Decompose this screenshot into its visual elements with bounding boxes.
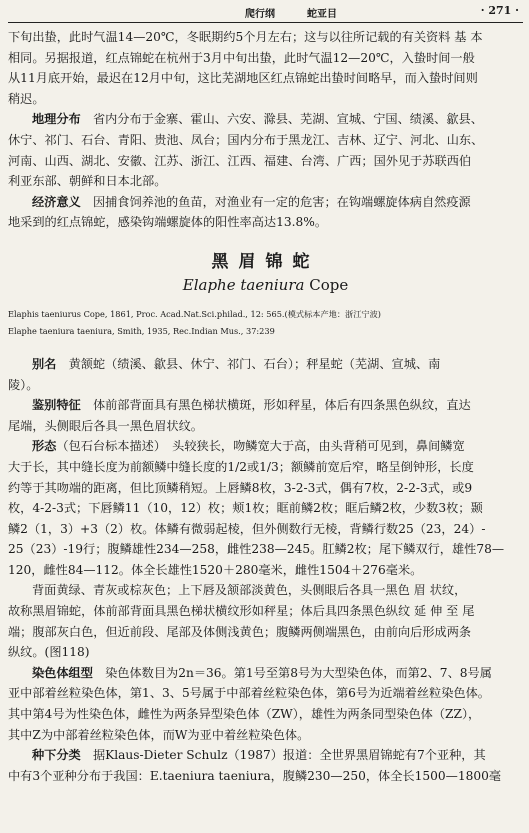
alias-text: 黄颔蛇（绩溪、歙县、休宁、祁门、石台）；秤星蛇（芜湖、宣城、南: [68, 356, 441, 371]
coloration-line: 背面黄绿、青灰或棕灰色；上下唇及颔部淡黄色，头侧眼后各具一黑色 眉 状纹，: [32, 583, 467, 598]
distribution-line: [8, 109, 523, 130]
morphology-line: 25（23）-19行；腹鳞雄性234—258，雌性238—245。肛鳞2枚；尾下鳞双行，雄性78—: [8, 542, 505, 557]
subspecies-line: 中有3个亚种分布于我国：E.taeniura taeniura，腹鳞230—250，体全长1500—1800毫: [8, 768, 502, 783]
distribution-line: 休宁、祁门、石台、青阳、贵池、凤台；国内分布于黑龙江、吉林、辽宁、河北、山东、: [8, 132, 484, 147]
karyotype-line: 其中第4号为性染色体，雌性为两条异型染色体（ZW），雄性为两条同型染色体（ZZ），: [8, 707, 481, 722]
morphology-label: 形态: [32, 439, 57, 454]
header-class-name: 爬行纲: [245, 9, 275, 20]
karyotype-line: 其中Z为中部着丝粒染色体，而W为亚中着丝粒染色体。: [8, 727, 310, 742]
distribution-text: 省内分布于金寨、霍山、六安、滁县、芜湖、宣城、宁国、绩溪、歙县、: [92, 112, 483, 127]
header-order-name: 蛇亚目: [307, 9, 337, 20]
coloration-line: 端；腹部灰白色，但近前段、尾部及体侧浅黄色；腹鳞两侧端黑色，由前向后形成两条: [8, 624, 472, 639]
synonym-citation: Elaphis taeniurus Cope, 1861, Proc. Acad.Nat.Sci.philad., 12: 565.(模式标本产地：浙江宁波): [8, 308, 381, 319]
intro-line: 相同。另据报道，红点锦蛇在杭州于3月中旬出蛰，此时气温12—20℃，入蛰时间一般: [8, 50, 475, 65]
diagnosis-line: 尾端，头侧眼后各具一黑色眉状纹。: [8, 418, 203, 433]
economic-text: 因捕食饲养池的鱼苗，对渔业有一定的危害；在钩端螺旋体病自然疫源: [92, 194, 471, 209]
running-header: [0, 4, 529, 20]
page-body: [8, 27, 523, 786]
subspecies-text: 据Klaus-Dieter Schulz（1987）报道：全世界黑眉锦蛇有7个亚种，其: [92, 748, 486, 763]
alias-label: 别名: [32, 356, 57, 371]
species-author: Cope: [309, 275, 349, 294]
morphology-line: 约等于其吻端的距离，但比顶鳞稍短。上唇鳞8枚，3-2-3式，偶有7枚，2-2-3式，或9: [8, 480, 473, 495]
alias-line: [8, 354, 523, 375]
economic-line: 地采到的红点锦蛇，感染钩端螺旋体的阳性率高达13.8%。: [8, 215, 328, 230]
alias-line: 陵）。: [8, 377, 39, 392]
page-number: · 271 ·: [480, 4, 519, 17]
karyotype-line: [8, 663, 523, 684]
subspecies-label: 种下分类: [32, 748, 81, 763]
morphology-line: 枚，4-2-3式；下唇鳞11（10，12）枚；颊1枚；眶前鳞2枚；眶后鳞2枚，少数3枚；颞: [8, 501, 483, 516]
morphology-line: [8, 436, 523, 457]
header-rule: [8, 22, 523, 23]
distribution-line: 利亚东部、朝鲜和日本北部。: [8, 174, 167, 189]
morphology-text: （包石台标本描述） 头较狭长，吻鳞宽大于高，由头背稍可见到，鼻间鳞宽: [56, 439, 465, 454]
diagnosis-text: 体前部背面具有黑色梯状横斑，形如秤星，体后有四条黑色纵纹，直达: [92, 398, 471, 413]
species-latin-name: Elaphe taeniura: [182, 275, 305, 294]
karyotype-label: 染色体组型: [32, 665, 93, 680]
synonym-citation: Elaphe taeniura taeniura, Smith, 1935, Rec.Indian Mus., 37:239: [8, 325, 275, 336]
species-latin-title: [8, 276, 523, 294]
coloration-line: 纵纹。(图118): [8, 645, 90, 660]
distribution-line: 河南、山西、湖北、安徽、江苏、浙江、江西、福建、台湾、广西；国外见于苏联西伯: [8, 153, 472, 168]
subspecies-line: [8, 745, 523, 766]
morphology-line: 鳞2（1，3）+3（2）枚。体鳞有微弱起棱，但外侧数行无棱，背鳞行数25（23，24）-: [8, 521, 486, 536]
economic-label: 经济意义: [32, 194, 81, 209]
diagnosis-label: 鉴别特征: [32, 398, 81, 413]
morphology-line: 120，雌性84—112。体全长雄性1520＋280毫米，雌性1504＋276毫米。: [8, 562, 423, 577]
spacer: [8, 340, 523, 354]
intro-line: 从11月底开始，最迟在12月中旬，这比芜湖地区红点锦蛇出蛰时间略早，而入蛰时间则: [8, 71, 478, 86]
karyotype-text: 染色体数目为2n＝36。第1号至第8号为大型染色体，而第2、7、8号属: [105, 665, 492, 680]
economic-line: [8, 192, 523, 213]
distribution-label: 地理分布: [32, 112, 81, 127]
morphology-line: 大于长，其中缝长度为前额鳞中缝长度的1/2或1/3；额鳞前宽后窄，略呈倒钟形，长度: [8, 459, 474, 474]
intro-line: 稍迟。: [8, 91, 45, 106]
karyotype-line: 亚中部着丝粒染色体，第1、3、5号属于中部着丝粒染色体，第6号为近端着丝粒染色体。: [8, 686, 490, 701]
intro-line: 下旬出蛰，此时气温14—20℃，冬眠期约5个月左右；这与以往所记载的有关资料 基 本: [8, 30, 483, 44]
diagnosis-line: [8, 395, 523, 416]
coloration-line: 故称黑眉锦蛇，体前部背面具黑色梯状横纹形如秤星；体后具四条黑色纵纹 延 伸 至 尾: [8, 604, 475, 619]
species-chinese-title: 黑眉锦蛇: [211, 251, 320, 272]
